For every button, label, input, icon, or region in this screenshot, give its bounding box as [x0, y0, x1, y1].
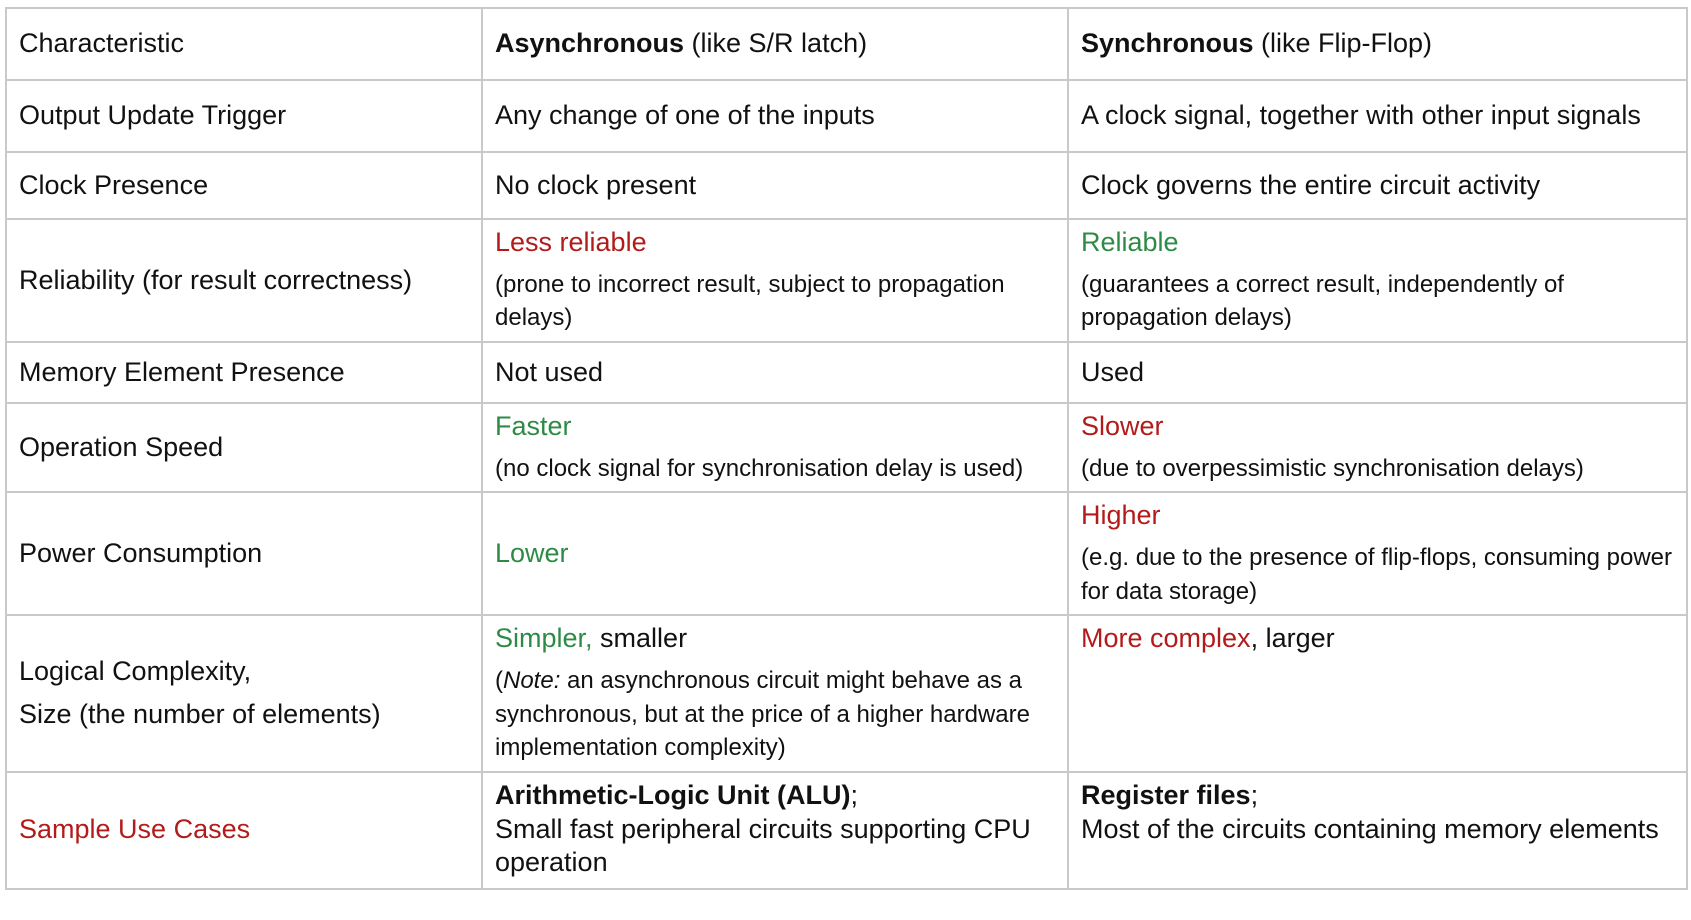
sync-complexity-rest: , larger — [1250, 623, 1335, 654]
header-synchronous — [1068, 8, 1687, 80]
cell-async-memory: Not used — [482, 342, 1068, 403]
sync-use-case-primary — [1081, 779, 1674, 813]
cell-sync-clock: Clock governs the entire circuit activity — [1068, 152, 1687, 219]
row-label-reliability: Reliability (for result correctness) — [6, 219, 482, 342]
table-row-clock — [6, 152, 1687, 219]
async-complexity-note-italic: Note: — [503, 666, 561, 694]
cell-sync-memory: Used — [1068, 342, 1687, 403]
row-label-trigger: Output Update Trigger — [6, 80, 482, 152]
row-label-power: Power Consumption — [6, 492, 482, 615]
sync-complexity-colored: More complex — [1081, 623, 1251, 654]
async-speed-note: (no clock signal for synchronisation delay is used) — [495, 454, 1024, 482]
sync-speed-note: (due to overpessimistic synchronisation delays) — [1081, 454, 1584, 482]
async-reliability-value: Less reliable — [495, 227, 647, 257]
sync-power-note: (e.g. due to the presence of flip-flops, consuming power for data storage) — [1081, 544, 1672, 605]
async-complexity-note — [495, 664, 1055, 765]
table-row-memory — [6, 342, 1687, 403]
cell-async-use-cases — [482, 772, 1068, 889]
async-use-case-rest: Small fast peripheral circuits supporting CPU operation — [495, 813, 1031, 878]
table-row-trigger — [6, 80, 1687, 152]
cell-sync-complexity — [1068, 615, 1687, 772]
row-label-complexity-line2: Size (the number of elements) — [19, 699, 381, 730]
async-complexity-rest: smaller — [592, 623, 688, 654]
row-label-use-cases: Sample Use Cases — [6, 772, 482, 889]
row-label-complexity-line1: Logical Complexity, — [19, 655, 252, 686]
table-row-power — [6, 492, 1687, 615]
sync-complexity-value — [1081, 622, 1674, 656]
sync-speed-value: Slower — [1081, 410, 1164, 441]
cell-async-trigger: Any change of one of the inputs — [482, 80, 1068, 152]
cell-async-clock: No clock present — [482, 152, 1068, 219]
async-reliability-note: (prone to incorrect result, subject to propagation delays) — [495, 270, 1005, 332]
header-async-subtitle: (like S/R latch) — [684, 28, 868, 59]
row-label-complexity — [6, 615, 482, 772]
cell-sync-power — [1068, 492, 1687, 615]
table-row-speed — [6, 403, 1687, 492]
header-sync-title: Synchronous — [1081, 28, 1254, 59]
header-row — [6, 8, 1687, 80]
table-row-use-cases — [6, 772, 1687, 889]
async-complexity-colored: Simpler, — [495, 623, 593, 654]
cell-sync-reliability — [1068, 219, 1687, 342]
comparison-table — [5, 7, 1688, 890]
async-use-case-primary — [495, 779, 1055, 813]
async-complexity-note-open: ( — [495, 666, 503, 694]
cell-async-speed — [482, 403, 1068, 492]
cell-sync-trigger: A clock signal, together with other input signals — [1068, 80, 1687, 152]
async-use-case-bold: Arithmetic-Logic Unit (ALU) — [495, 779, 851, 810]
sync-power-value: Higher — [1081, 500, 1161, 531]
cell-sync-speed — [1068, 403, 1687, 492]
header-sync-subtitle: (like Flip-Flop) — [1253, 28, 1433, 59]
cell-async-complexity — [482, 615, 1068, 772]
async-speed-value: Faster — [495, 410, 572, 441]
row-label-clock: Clock Presence — [6, 152, 482, 219]
header-async-title: Asynchronous — [495, 28, 685, 59]
sync-use-case-bold: Register files — [1081, 779, 1251, 810]
cell-async-reliability — [482, 219, 1068, 342]
table-row-complexity — [6, 615, 1687, 772]
async-use-case-semicolon: ; — [850, 779, 858, 810]
header-asynchronous — [482, 8, 1068, 80]
sync-reliability-value: Reliable — [1081, 227, 1179, 257]
header-characteristic: Characteristic — [6, 8, 482, 80]
sync-use-case-rest: Most of the circuits containing memory elements — [1081, 813, 1659, 844]
cell-sync-use-cases — [1068, 772, 1687, 889]
sync-reliability-note: (guarantees a correct result, independently of propagation delays) — [1081, 270, 1564, 332]
cell-async-power: Lower — [482, 492, 1068, 615]
row-label-memory: Memory Element Presence — [6, 342, 482, 403]
row-label-speed: Operation Speed — [6, 403, 482, 492]
table-row-reliability — [6, 219, 1687, 342]
async-complexity-value — [495, 622, 1055, 656]
sync-use-case-semicolon: ; — [1250, 779, 1259, 810]
async-complexity-note-rest: an asynchronous circuit might behave as a synchronous, but at the price of a higher hardware implementation complexity) — [495, 666, 1030, 762]
